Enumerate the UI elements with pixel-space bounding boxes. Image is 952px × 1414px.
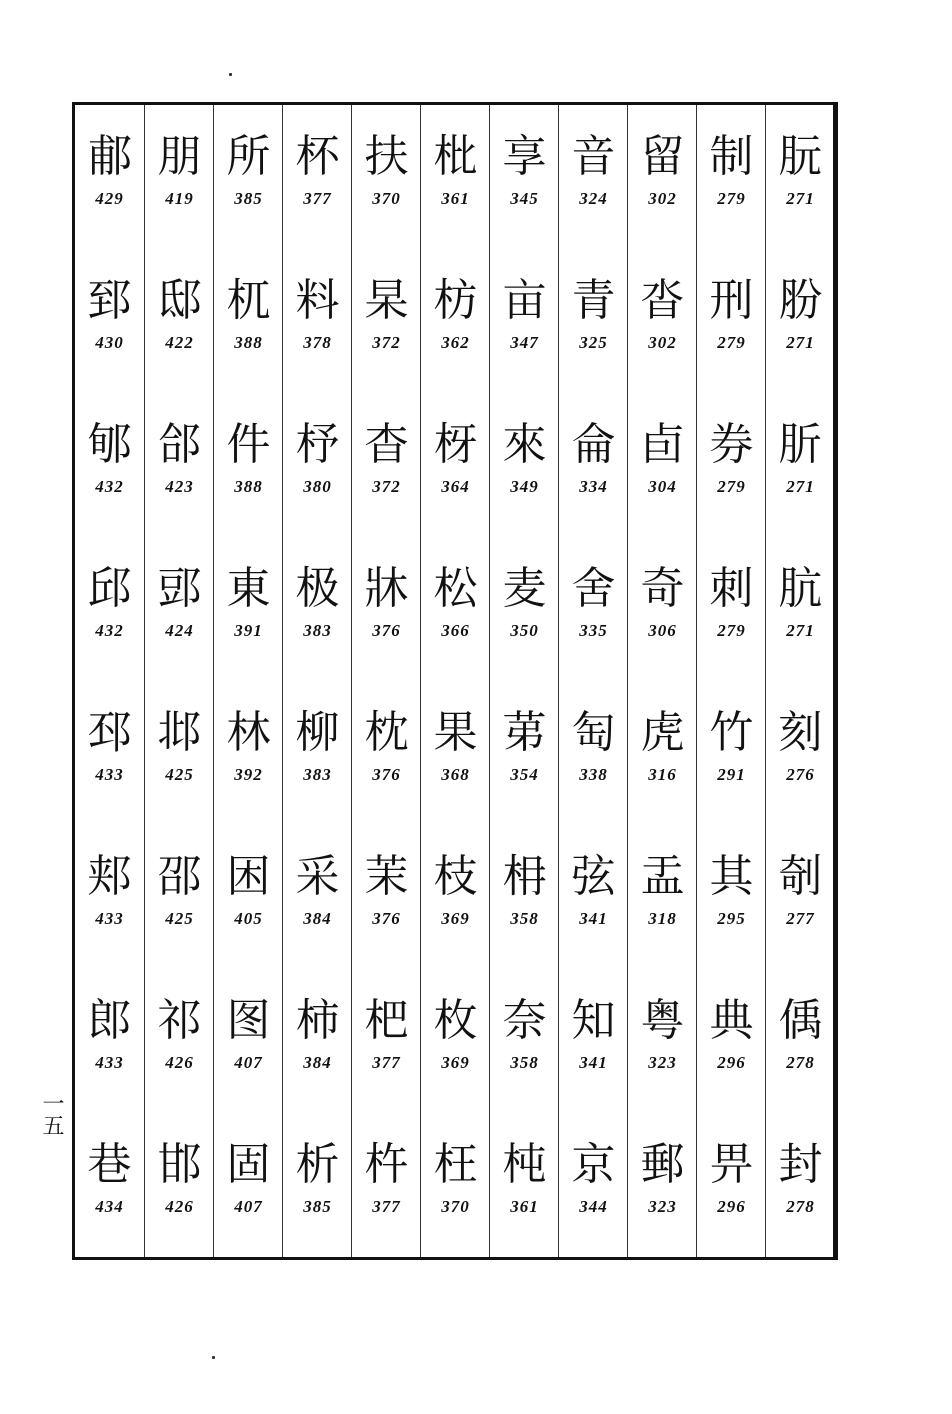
entry-page-number: 276 <box>786 765 815 784</box>
index-entry <box>490 105 559 249</box>
index-entry <box>490 537 559 681</box>
index-entry <box>628 249 697 393</box>
index-column <box>696 105 766 1257</box>
entry-character: 知 <box>571 995 616 1046</box>
entry-character: 邸 <box>157 275 202 326</box>
entry-character: 剞 <box>778 851 823 902</box>
entry-page-number: 423 <box>165 477 194 496</box>
entry-character: 朋 <box>157 131 202 182</box>
scan-speck <box>229 73 232 76</box>
entry-character: 杌 <box>226 275 271 326</box>
index-entry <box>283 249 352 393</box>
entry-character: 郵 <box>640 1139 685 1190</box>
entry-page-number: 430 <box>95 333 124 352</box>
entry-page-number: 279 <box>717 189 746 208</box>
entry-page-number: 377 <box>303 189 332 208</box>
entry-character: 枚 <box>433 995 478 1046</box>
index-entry <box>559 969 628 1113</box>
index-entry <box>490 1113 559 1257</box>
index-entry <box>145 537 214 681</box>
entry-page-number: 405 <box>234 909 263 928</box>
entry-page-number: 433 <box>95 765 124 784</box>
entry-character: 巷 <box>87 1139 132 1190</box>
entry-character: 虎 <box>640 707 685 758</box>
index-entry <box>352 537 421 681</box>
entry-character: 郏 <box>87 851 132 902</box>
entry-page-number: 370 <box>441 1197 470 1216</box>
index-entry <box>352 105 421 249</box>
entry-page-number: 372 <box>372 333 401 352</box>
entry-character: 畀 <box>709 1139 754 1190</box>
entry-page-number: 434 <box>95 1197 124 1216</box>
index-entry <box>697 537 766 681</box>
entry-character: 卣 <box>640 419 685 470</box>
index-entry <box>490 393 559 537</box>
entry-character: 祁 <box>157 995 202 1046</box>
entry-character: 粤 <box>640 995 685 1046</box>
entry-character: 刑 <box>709 275 754 326</box>
index-entry <box>697 249 766 393</box>
entry-character: 券 <box>709 419 754 470</box>
entry-character: 杷 <box>364 995 409 1046</box>
entry-page-number: 278 <box>786 1053 815 1072</box>
index-entry <box>75 537 144 681</box>
entry-character: 典 <box>709 995 754 1046</box>
entry-page-number: 341 <box>579 909 608 928</box>
entry-page-number: 347 <box>510 333 539 352</box>
entry-character: 麦 <box>502 563 547 614</box>
entry-character: 音 <box>571 131 616 182</box>
index-entry <box>352 1113 421 1257</box>
index-column <box>627 105 697 1257</box>
entry-character: 奈 <box>502 995 547 1046</box>
entry-page-number: 376 <box>372 621 401 640</box>
index-entry <box>214 249 283 393</box>
index-entry <box>214 1113 283 1257</box>
entry-character: 郙 <box>87 131 132 182</box>
entry-page-number: 433 <box>95 909 124 928</box>
index-entry <box>628 393 697 537</box>
index-column <box>75 105 144 1257</box>
index-entry <box>697 825 766 969</box>
entry-page-number: 361 <box>510 1197 539 1216</box>
index-entry <box>697 393 766 537</box>
index-entry <box>283 537 352 681</box>
entry-page-number: 383 <box>303 765 332 784</box>
entry-page-number: 369 <box>441 909 470 928</box>
entry-character: 肮 <box>778 563 823 614</box>
entry-character: 松 <box>433 563 478 614</box>
index-entry <box>352 249 421 393</box>
entry-page-number: 291 <box>717 765 746 784</box>
entry-character: 留 <box>640 131 685 182</box>
entry-character: 舍 <box>571 563 616 614</box>
entry-character: 邯 <box>157 1139 202 1190</box>
entry-page-number: 271 <box>786 333 815 352</box>
index-entry <box>421 537 490 681</box>
entry-character: 枏 <box>502 851 547 902</box>
entry-character: 柿 <box>295 995 340 1046</box>
entry-character: 青 <box>571 275 616 326</box>
index-entry <box>283 1113 352 1257</box>
entry-page-number: 377 <box>372 1053 401 1072</box>
entry-character: 杶 <box>502 1139 547 1190</box>
index-entry <box>421 393 490 537</box>
character-index-table <box>72 102 838 1260</box>
index-entry <box>697 1113 766 1257</box>
entry-page-number: 419 <box>165 189 194 208</box>
entry-character: 果 <box>433 707 478 758</box>
index-entry <box>75 969 144 1113</box>
entry-page-number: 354 <box>510 765 539 784</box>
entry-character: 刻 <box>778 707 823 758</box>
entry-character: 杯 <box>295 131 340 182</box>
entry-character: 亩 <box>502 275 547 326</box>
index-entry <box>145 1113 214 1257</box>
entry-character: 竹 <box>709 707 754 758</box>
entry-character: 東 <box>226 563 271 614</box>
entry-character: 來 <box>502 419 547 470</box>
index-entry <box>352 825 421 969</box>
entry-page-number: 334 <box>579 477 608 496</box>
index-entry <box>283 681 352 825</box>
entry-character: 件 <box>226 419 271 470</box>
index-entry <box>490 969 559 1113</box>
entry-page-number: 271 <box>786 477 815 496</box>
entry-page-number: 344 <box>579 1197 608 1216</box>
entry-character: 朊 <box>778 131 823 182</box>
index-entry <box>352 681 421 825</box>
entry-page-number: 316 <box>648 765 677 784</box>
index-entry <box>766 105 835 249</box>
page-number: 一五 <box>39 1092 64 1136</box>
entry-page-number: 385 <box>303 1197 332 1216</box>
entry-character: 采 <box>295 851 340 902</box>
entry-character: 侖 <box>571 419 616 470</box>
index-entry <box>75 825 144 969</box>
entry-page-number: 335 <box>579 621 608 640</box>
index-entry <box>766 825 835 969</box>
entry-page-number: 349 <box>510 477 539 496</box>
index-entry <box>283 393 352 537</box>
index-entry <box>75 681 144 825</box>
entry-character: 所 <box>226 131 271 182</box>
entry-character: 枋 <box>433 275 478 326</box>
entry-character: 郅 <box>87 275 132 326</box>
entry-page-number: 358 <box>510 909 539 928</box>
entry-character: 固 <box>226 1139 271 1190</box>
entry-page-number: 384 <box>303 909 332 928</box>
entry-page-number: 295 <box>717 909 746 928</box>
entry-page-number: 432 <box>95 477 124 496</box>
entry-page-number: 306 <box>648 621 677 640</box>
entry-character: 邱 <box>87 563 132 614</box>
index-entry <box>75 105 144 249</box>
entry-character: 匋 <box>571 707 616 758</box>
entry-character: 邵 <box>157 851 202 902</box>
index-entry <box>421 105 490 249</box>
entry-page-number: 407 <box>234 1053 263 1072</box>
entry-character: 苐 <box>502 707 547 758</box>
index-column <box>213 105 283 1257</box>
entry-page-number: 378 <box>303 333 332 352</box>
index-entry <box>145 681 214 825</box>
index-entry <box>75 393 144 537</box>
index-entry <box>283 825 352 969</box>
index-entry <box>628 105 697 249</box>
entry-character: 肦 <box>778 275 823 326</box>
index-entry <box>628 1113 697 1257</box>
entry-page-number: 426 <box>165 1053 194 1072</box>
index-entry <box>559 681 628 825</box>
entry-page-number: 296 <box>717 1053 746 1072</box>
entry-character: 图 <box>226 995 271 1046</box>
index-column <box>351 105 421 1257</box>
index-entry <box>214 537 283 681</box>
index-entry <box>145 969 214 1113</box>
index-column <box>558 105 628 1257</box>
entry-page-number: 388 <box>234 333 263 352</box>
index-entry <box>490 681 559 825</box>
entry-page-number: 391 <box>234 621 263 640</box>
index-entry <box>766 249 835 393</box>
entry-page-number: 345 <box>510 189 539 208</box>
index-entry <box>766 969 835 1113</box>
entry-character: 扶 <box>364 131 409 182</box>
index-entry <box>214 825 283 969</box>
entry-character: 郎 <box>87 995 132 1046</box>
index-entry <box>214 105 283 249</box>
index-column <box>282 105 352 1257</box>
index-entry <box>283 105 352 249</box>
entry-character: 偊 <box>778 995 823 1046</box>
index-entry <box>559 393 628 537</box>
entry-page-number: 376 <box>372 765 401 784</box>
entry-page-number: 425 <box>165 909 194 928</box>
entry-character: 京 <box>571 1139 616 1190</box>
index-entry <box>145 105 214 249</box>
index-entry <box>766 1113 835 1257</box>
entry-page-number: 422 <box>165 333 194 352</box>
entry-page-number: 424 <box>165 621 194 640</box>
index-entry <box>628 681 697 825</box>
index-entry <box>559 1113 628 1257</box>
entry-character: 析 <box>295 1139 340 1190</box>
index-entry <box>766 681 835 825</box>
entry-character: 肵 <box>778 419 823 470</box>
entry-page-number: 338 <box>579 765 608 784</box>
index-entry <box>766 537 835 681</box>
entry-character: 弦 <box>571 851 616 902</box>
index-entry <box>490 249 559 393</box>
entry-character: 极 <box>295 563 340 614</box>
entry-page-number: 362 <box>441 333 470 352</box>
index-column <box>489 105 559 1257</box>
entry-page-number: 377 <box>372 1197 401 1216</box>
entry-page-number: 341 <box>579 1053 608 1072</box>
entry-character: 制 <box>709 131 754 182</box>
entry-page-number: 361 <box>441 189 470 208</box>
entry-character: 林 <box>226 707 271 758</box>
entry-page-number: 318 <box>648 909 677 928</box>
entry-page-number: 271 <box>786 189 815 208</box>
entry-page-number: 366 <box>441 621 470 640</box>
index-entry <box>283 969 352 1113</box>
entry-character: 困 <box>226 851 271 902</box>
entry-character: 料 <box>295 275 340 326</box>
entry-character: 享 <box>502 131 547 182</box>
entry-character: 杳 <box>364 419 409 470</box>
index-entry <box>145 825 214 969</box>
index-entry <box>75 1113 144 1257</box>
index-entry <box>628 537 697 681</box>
entry-page-number: 358 <box>510 1053 539 1072</box>
index-entry <box>352 393 421 537</box>
index-entry <box>421 681 490 825</box>
entry-character: 盂 <box>640 851 685 902</box>
entry-character: 邳 <box>87 707 132 758</box>
entry-character: 郖 <box>157 563 202 614</box>
entry-page-number: 407 <box>234 1197 263 1216</box>
index-entry <box>628 969 697 1113</box>
index-entry <box>766 393 835 537</box>
entry-character: 封 <box>778 1139 823 1190</box>
index-entry <box>559 825 628 969</box>
entry-character: 枝 <box>433 851 478 902</box>
entry-page-number: 323 <box>648 1053 677 1072</box>
entry-page-number: 429 <box>95 189 124 208</box>
entry-page-number: 271 <box>786 621 815 640</box>
entry-page-number: 372 <box>372 477 401 496</box>
index-entry <box>559 537 628 681</box>
entry-page-number: 392 <box>234 765 263 784</box>
entry-page-number: 384 <box>303 1053 332 1072</box>
entry-character: 杲 <box>364 275 409 326</box>
index-entry <box>214 393 283 537</box>
entry-page-number: 304 <box>648 477 677 496</box>
entry-page-number: 388 <box>234 477 263 496</box>
entry-character: 枒 <box>433 419 478 470</box>
entry-page-number: 383 <box>303 621 332 640</box>
entry-page-number: 368 <box>441 765 470 784</box>
index-entry <box>628 825 697 969</box>
index-entry <box>697 105 766 249</box>
entry-character: 郃 <box>157 419 202 470</box>
entry-page-number: 380 <box>303 477 332 496</box>
entry-page-number: 302 <box>648 189 677 208</box>
entry-character: 柳 <box>295 707 340 758</box>
entry-page-number: 278 <box>786 1197 815 1216</box>
index-entry <box>352 969 421 1113</box>
entry-page-number: 279 <box>717 621 746 640</box>
entry-character: 茉 <box>364 851 409 902</box>
entry-page-number: 302 <box>648 333 677 352</box>
entry-character: 沓 <box>640 275 685 326</box>
entry-character: 杵 <box>364 1139 409 1190</box>
index-entry <box>559 105 628 249</box>
entry-page-number: 433 <box>95 1053 124 1072</box>
entry-character: 枉 <box>433 1139 478 1190</box>
entry-page-number: 277 <box>786 909 815 928</box>
entry-character: 杼 <box>295 419 340 470</box>
entry-page-number: 296 <box>717 1197 746 1216</box>
entry-character: 枇 <box>433 131 478 182</box>
entry-character: 刺 <box>709 563 754 614</box>
index-entry <box>490 825 559 969</box>
entry-page-number: 350 <box>510 621 539 640</box>
index-entry <box>421 969 490 1113</box>
entry-page-number: 432 <box>95 621 124 640</box>
index-entry <box>214 969 283 1113</box>
entry-page-number: 325 <box>579 333 608 352</box>
entry-page-number: 279 <box>717 333 746 352</box>
entry-character: 郇 <box>87 419 132 470</box>
index-entry <box>421 1113 490 1257</box>
entry-page-number: 385 <box>234 189 263 208</box>
entry-character: 奇 <box>640 563 685 614</box>
entry-character: 牀 <box>364 563 409 614</box>
entry-character: 其 <box>709 851 754 902</box>
entry-page-number: 323 <box>648 1197 677 1216</box>
entry-character: 邶 <box>157 707 202 758</box>
index-column <box>420 105 490 1257</box>
index-entry <box>421 825 490 969</box>
scan-speck <box>212 1356 215 1359</box>
entry-page-number: 376 <box>372 909 401 928</box>
entry-page-number: 426 <box>165 1197 194 1216</box>
index-entry <box>697 681 766 825</box>
entry-page-number: 370 <box>372 189 401 208</box>
index-entry <box>421 249 490 393</box>
entry-page-number: 369 <box>441 1053 470 1072</box>
index-entry <box>145 249 214 393</box>
entry-page-number: 279 <box>717 477 746 496</box>
entry-page-number: 425 <box>165 765 194 784</box>
entry-page-number: 324 <box>579 189 608 208</box>
index-entry <box>214 681 283 825</box>
index-entry <box>697 969 766 1113</box>
index-entry <box>75 249 144 393</box>
index-entry <box>559 249 628 393</box>
entry-page-number: 364 <box>441 477 470 496</box>
index-entry <box>145 393 214 537</box>
index-column <box>144 105 214 1257</box>
entry-character: 枕 <box>364 707 409 758</box>
index-column <box>765 105 835 1257</box>
